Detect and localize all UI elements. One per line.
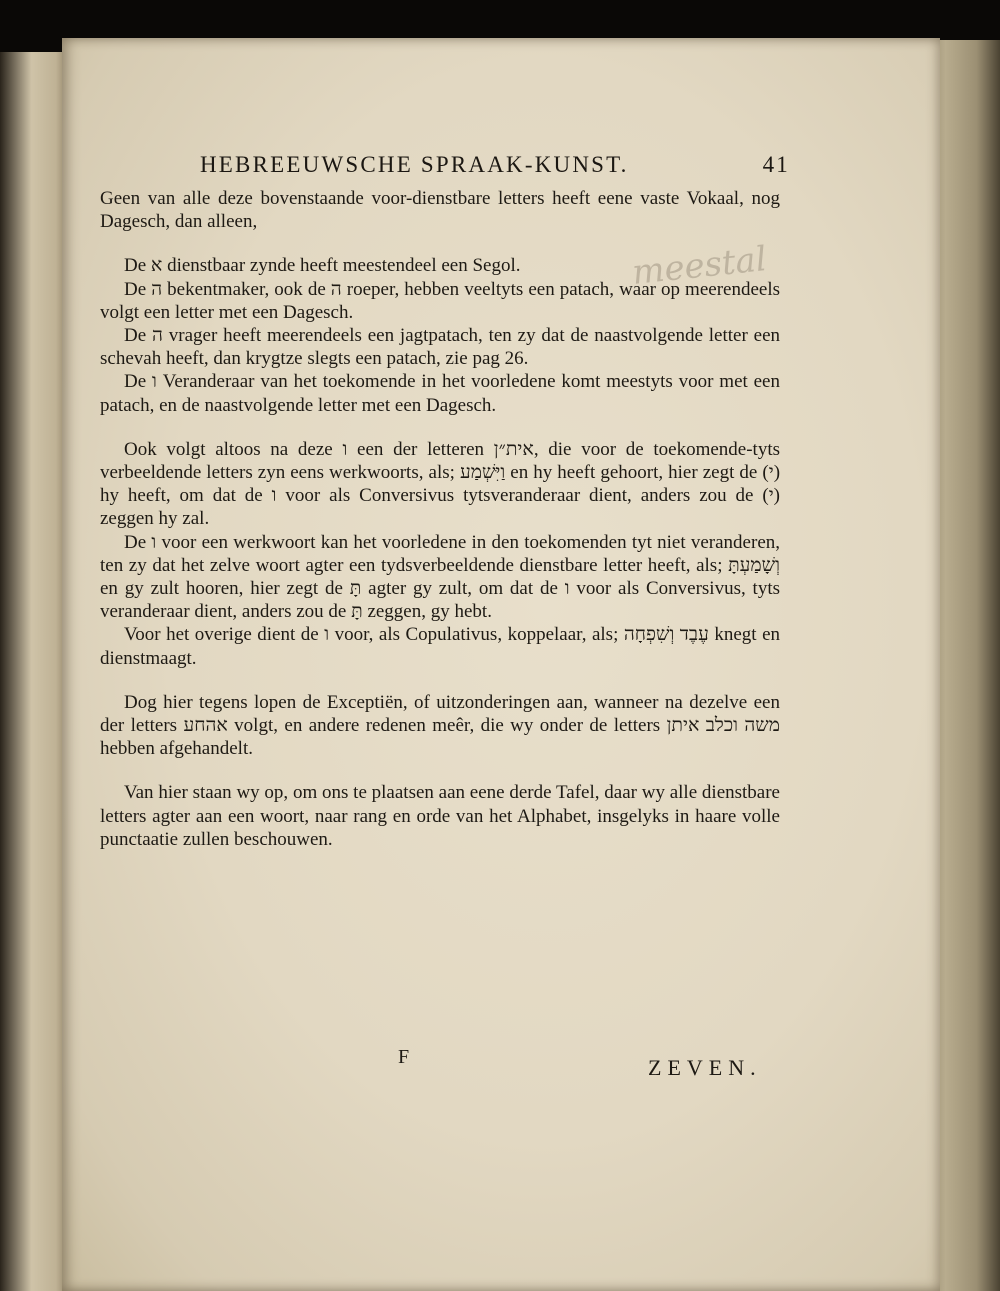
paragraph-text: Dog hier tegens lopen de Exceptiën, of uitzonderingen aan, wanneer na dezelve een der letters אהחע volgt, en andere redenen meêr, die wy onder de letters משה וכלב איתן hebben afgehandelt.	[100, 691, 781, 760]
paragraph-7	[100, 531, 780, 624]
paragraph-3	[100, 278, 780, 324]
paragraph-text: De ו Veranderaar van het toekomende in het voorledene komt meestyts voor met een patach, en de naastvolgende letter met een Dagesch.	[100, 371, 780, 416]
paragraph-text: De ה vrager heeft meerendeels een jagtpatach, ten zy dat de naastvolgende letter een schevah heeft, dan krygtze slegts een patach, zie pag 26.	[100, 325, 780, 370]
catchword: ZEVEN.	[648, 1055, 762, 1080]
paragraph-text: Ook volgt altoos na deze ו een der letteren אית״ן, die voor de toekomende-tyts verbeeldende letters zyn eens werkwoorts, als; וַיִּשְׁמַע en hy heeft gehoort, hier zegt de (י) hy heeft, om dat de ו voor als Conversivus tytsveranderaar dient, anders zou de (י) zeggen hy zal.	[100, 438, 781, 530]
paragraph-text: De א dienstbaar zynde heeft meestendeel een Segol.	[124, 255, 521, 277]
paragraph-text: Van hier staan wy op, om ons te plaatsen aan eene derde Tafel, daar wy alle dienstbare letters agter aan een woort, naar rang en orde van het Alphabet, insgelyks in haare volle punctaatie zullen beschouwen.	[100, 782, 780, 850]
running-header	[200, 152, 790, 178]
left-page-edge	[0, 52, 71, 1291]
paragraph-2	[100, 254, 780, 277]
paragraph-text: Geen van alle deze bovenstaande voor-dienstbare letters heeft eene vaste Vokaal, nog Dagesch, dan alleen,	[100, 188, 780, 233]
page-number: 41	[762, 152, 790, 177]
paragraph-text: De ו voor een werkwoort kan het voorledene in den toekomenden tyt niet veranderen, ten zy dat het zelve woort agter een tydsverbeeldende dienstbare letter heeft, als; וְשָׁמַעְתָּ en gy zult hooren, hier zegt de תָּ agter gy zult, om dat de ו voor als Conversivus, tyts veranderaar dient, anders zou de תָּ zeggen, gy hebt.	[100, 531, 781, 623]
paragraph-9	[100, 691, 780, 761]
paragraph-10	[100, 781, 780, 851]
running-title: HEBREEUWSCHE SPRAAK-KUNST.	[200, 152, 629, 177]
paragraph-6	[100, 438, 780, 531]
paragraph-5	[100, 370, 780, 416]
signature-mark: F	[398, 1046, 410, 1068]
paragraph-text: De ה bekentmaker, ook de ה roeper, hebben veeltyts een patach, waar op meerendeels volgt een letter met een Dagesch.	[100, 278, 781, 323]
paragraph-1	[100, 187, 780, 233]
body-text	[100, 187, 780, 851]
paragraph-4	[100, 324, 780, 370]
paragraph-text: Voor het overige dient de ו voor, als Copulativus, koppelaar, als; עֶבֶד וְשִׁפְחָה knegt en dienstmaagt.	[100, 624, 780, 669]
handwritten-marginalia: meestal	[630, 239, 769, 293]
paragraph-8	[100, 623, 780, 669]
